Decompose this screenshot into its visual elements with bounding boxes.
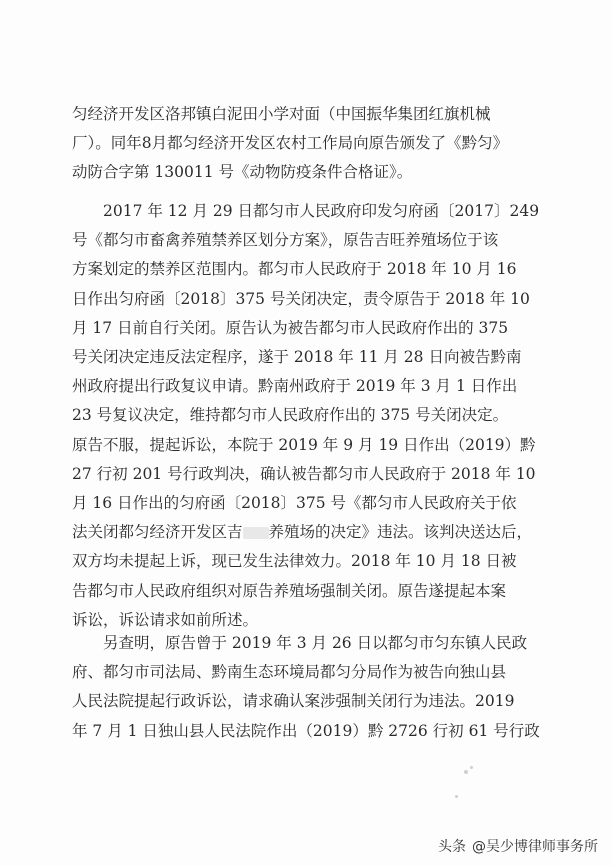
text-line: 方案划定的禁养区范围内。都匀市人民政府于 2018 年 10 月 16: [72, 260, 517, 279]
text-line: 州政府提出行政复议申请。黔南州政府于 2019 年 3 月 1 日作出: [72, 377, 518, 396]
text-line: 诉讼，诉讼请求如前所述。: [72, 610, 259, 629]
text-line: 动防合字第 130011 号《动物防疫条件合格证》。: [72, 163, 413, 182]
scan-speck: [455, 795, 458, 798]
paragraph-1: [72, 100, 542, 188]
text-line: 另查明，原告曾于 2019 年 3 月 26 日以都匀市匀东镇人民政: [103, 634, 528, 652]
watermark-handle: @吴少博律师事务所: [472, 839, 598, 855]
paragraph-2: [72, 197, 542, 635]
text-line: 日作出匀府函〔2018〕375 号关闭决定，责令原告于 2018 年 10: [72, 289, 530, 308]
text-line: 月 16 日作出的匀府函〔2018〕375 号《都匀市人民政府关于依: [72, 494, 517, 513]
text-segment: 养殖场的决定》违法。该判决送达后，: [268, 523, 533, 542]
redaction-mark: [243, 527, 269, 539]
text-line: 年 7 月 1 日独山县人民法院作出（2019）黔 2726 行初 61 号行政: [72, 721, 540, 740]
text-line: [72, 518, 542, 547]
text-line: 号《都匀市畜禽养殖禁养区划分方案》，原告吉旺养殖场位于该: [72, 231, 499, 250]
watermark-brand: 头条: [438, 839, 466, 855]
text-line: 27 行初 201 号行政判决，确认被告都匀市人民政府于 2018 年 10: [72, 464, 536, 483]
text-line: 月 17 日前自行关闭。原告认为被告都匀市人民政府作出的 375: [72, 318, 509, 337]
text-line: 双方均未提起上诉，现已发生法律效力。2018 年 10 月 18 日被: [72, 552, 517, 571]
text-line: 原告不服，提起诉讼，本院于 2019 年 9 月 19 日作出（2019）黔: [72, 435, 536, 454]
scan-speck: [470, 766, 473, 769]
text-line: 号关闭决定违反法定程序，遂于 2018 年 11 月 28 日向被告黔南: [72, 348, 522, 367]
watermark: [438, 836, 598, 856]
text-line: 23 号复议决定，维持都匀市人民政府作出的 375 号关闭决定。: [72, 406, 509, 425]
text-segment: 法关闭都匀经济开发区吉: [72, 523, 243, 542]
scan-speck: [464, 770, 468, 774]
text-line: 人民法院提起行政诉讼，请求确认案涉强制关闭行为违法。2019: [72, 692, 515, 711]
text-line: 厂）。同年8月都匀经济开发区农村工作局向原告颁发了《黔匀》: [72, 134, 509, 153]
text-line: 府、都匀市司法局、黔南生态环境局都匀分局作为被告向独山县: [72, 663, 507, 682]
text-line: 2017 年 12 月 29 日都匀市人民政府印发匀府函〔2017〕249: [103, 202, 540, 220]
text-line: 告都匀市人民政府组织对原告养殖场强制关闭。原告遂提起本案: [72, 581, 507, 600]
paragraph-3: [72, 629, 542, 746]
text-line: 匀经济开发区洛邦镇白泥田小学对面（中国振华集团红旗机械: [72, 105, 491, 123]
